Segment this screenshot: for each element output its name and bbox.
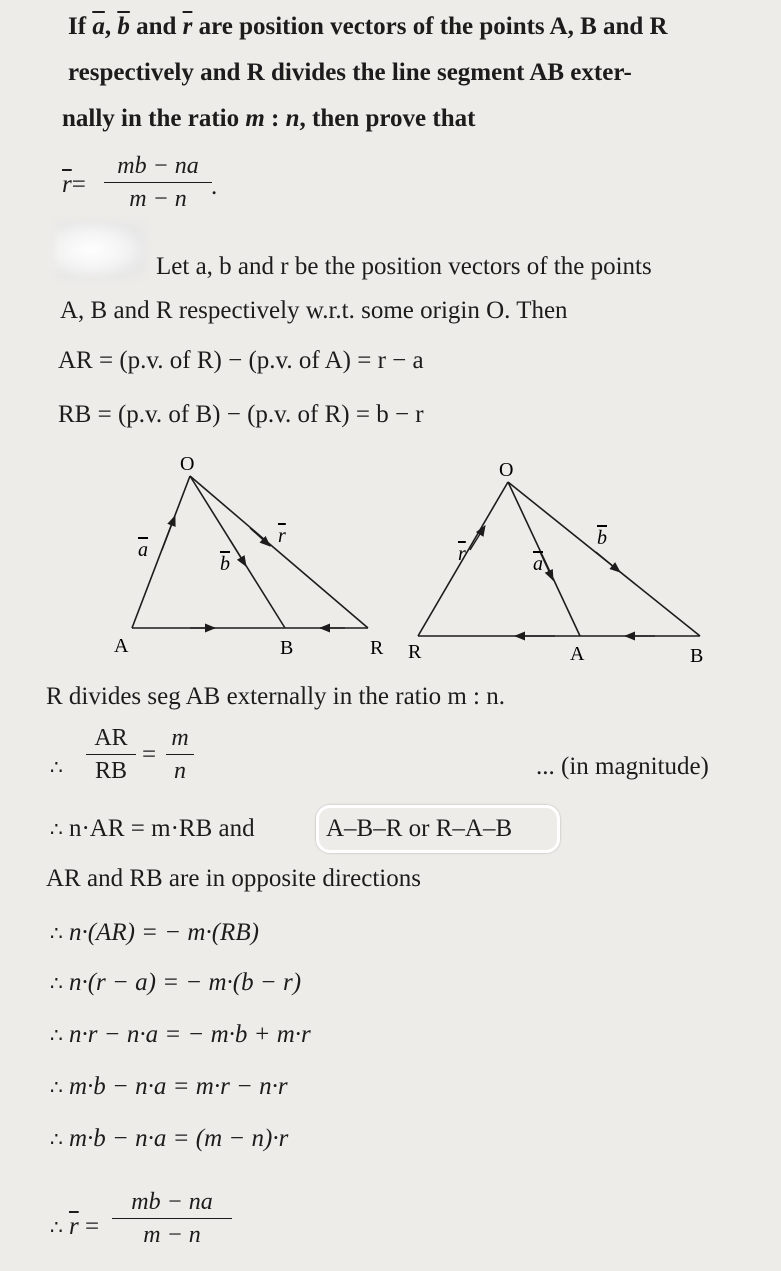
problem-line-3: nally in the ratio m : n, then prove that [62, 105, 476, 132]
final-denominator: m − n [143, 1222, 201, 1248]
step-1: ∴ n·(AR) = − m·(RB) [50, 919, 259, 946]
collinear-order: A–B–R or R–A–B [326, 815, 513, 842]
fig1-label-a: A [114, 635, 129, 657]
formula-numerator: mb − na [117, 153, 199, 179]
problem-line-2: respectively and R divides the line segment AB exter- [68, 59, 632, 86]
blurred-logo [55, 220, 147, 280]
final-fraction [112, 1188, 232, 1249]
ar-definition: AR = (p.v. of R) − (p.v. of A) = r − a [58, 347, 424, 374]
formula-fraction [104, 152, 212, 213]
final-lhs: ∴ $\overline{r}$ = [50, 1213, 100, 1240]
opposite-directions: AR and RB are in opposite directions [46, 865, 421, 892]
formula-lhs: $\overline{r}=$ [62, 171, 86, 198]
step-n-ar: ∴ n·AR = m·RB and [50, 815, 255, 842]
fig2-vec-a: a [533, 553, 543, 575]
step-4: ∴ m·b − n·a = m·r − n·r [50, 1073, 288, 1100]
formula-period: . [211, 173, 218, 200]
fig2-label-o: O [499, 459, 514, 481]
fig1-vec-r: r [278, 525, 286, 547]
triangle-figures [0, 440, 781, 670]
in-magnitude-note: ... (in magnitude) [536, 753, 709, 780]
solution-intro-2: A, B and R respectively w.r.t. some origin O. Then [60, 297, 568, 324]
fig1-label-r: R [370, 637, 384, 659]
step-3: ∴ n·r − n·a = − m·b + m·r [50, 1021, 311, 1048]
divides-statement: R divides seg AB externally in the ratio m : n. [46, 683, 505, 710]
ratio-left-fraction: AR RB [86, 724, 136, 785]
fig1-vec-a: a [138, 539, 148, 561]
solution-intro-1: Let a, b and r be the position vectors of the points [156, 253, 652, 280]
fig2-vec-b: b [597, 527, 607, 549]
fig2-vec-r: r [458, 543, 466, 565]
highlight-box [316, 805, 560, 853]
textbook-page: If $\overline{a}$, $\overline{b}$ and $\overline{r}$ are position vectors of the points A, B and R respectively and R divides the line segment AB exter- nally in the ratio m : n, then prove that $\overline{r}=$ mb − na m − n . Let a, b and r be the position vectors of the points A, B and R respectively w.r.t. some origin O. Then AR = (p.v. of R) − (p.v. of A) = r − a RB = (p.v. of B) − (p.v. of R) = b − r O A B R a b r O R A B r a b R divides seg AB externally in the ratio m : n. ∴ AR RB = m n ... (in magnitude) ∴ n·AR = m·RB and A–B–R or R–A–B AR and RB are in opposite directions ∴ n·(AR) = − m·(RB) ∴ n·(r − a) = − m·(b − r) ∴ n·r − n·a = − m·b + m·r ∴ m·b − n·a = m·r − n·r ∴ m·b − n·a = (m − n)·r ∴ $\overline{r}$ = mb − na m − n [0, 0, 781, 1271]
ratio-right-fraction: m n [166, 724, 194, 785]
therefore-symbol: ∴ [50, 755, 63, 779]
figure-1 [114, 453, 384, 659]
final-numerator: mb − na [131, 1189, 213, 1215]
figure-2 [408, 459, 703, 667]
problem-line-1: If $\overline{a}$, $\overline{b}$ and $\overline{r}$ are position vectors of the points A, B and R [68, 13, 668, 40]
fig2-label-a: A [570, 643, 585, 665]
fig1-label-o: O [180, 453, 195, 475]
fig2-label-r: R [408, 641, 422, 663]
formula-denominator: m − n [129, 186, 187, 212]
step-5: ∴ m·b − n·a = (m − n)·r [50, 1125, 289, 1152]
fig1-label-b: B [280, 637, 294, 659]
fig1-vec-b: b [220, 553, 230, 575]
step-2: ∴ n·(r − a) = − m·(b − r) [50, 969, 302, 996]
rb-definition: RB = (p.v. of B) − (p.v. of R) = b − r [58, 401, 424, 428]
fig2-label-b: B [690, 645, 704, 667]
